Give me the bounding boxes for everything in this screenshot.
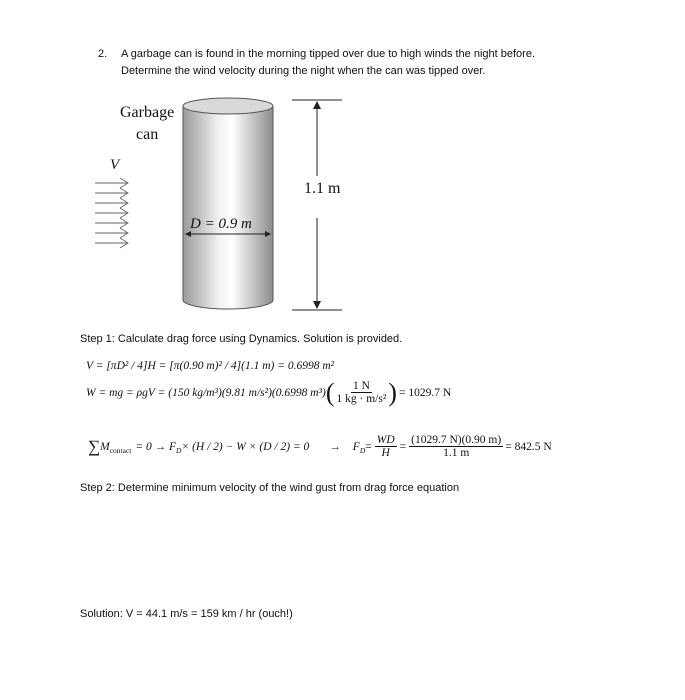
weight-result: = 1029.7 N: [398, 386, 452, 399]
moment-subscript: contact: [109, 446, 132, 455]
label-height: 1.1 m: [304, 180, 341, 197]
wind-arrow: [95, 228, 128, 238]
wind-arrow: [95, 198, 128, 208]
problem-text-line1: A garbage can is found in the morning tipped over due to high winds the night before.: [121, 48, 536, 60]
solution-text: Solution: V = 44.1 m/s = 159 km / hr (ouch!): [80, 608, 293, 620]
drag-force-fraction-numeric: [409, 434, 503, 459]
unit-conversion-fraction: [335, 380, 389, 405]
garbage-can-figure: [80, 90, 380, 320]
label-velocity: V: [110, 157, 120, 173]
step1-heading: Step 1: Calculate drag force using Dynamics. Solution is provided.: [80, 333, 403, 345]
moment-equation: [88, 434, 552, 459]
wind-arrow: [95, 188, 128, 198]
problem-number: 2.: [98, 48, 108, 60]
drag-force-equals: =: [365, 440, 372, 453]
drag-force-fraction-symbolic: [375, 434, 397, 459]
equals-sign: =: [399, 440, 407, 453]
moment-mid-subscript: D: [176, 446, 182, 455]
fraction-denominator: 1 kg · m/s²: [336, 393, 387, 405]
wind-arrow: [95, 178, 128, 188]
drag-force-result: = 842.5 N: [505, 440, 552, 453]
fraction-numerator: WD: [376, 434, 395, 446]
drag-force-subscript: D: [359, 446, 366, 455]
wind-arrow: [95, 218, 128, 228]
label-can: can: [136, 126, 159, 143]
weight-equation-lhs: W = mg = ρgV = (150 kg/m³)(9.81 m/s²)(0.6998 m³): [86, 386, 326, 399]
garbage-can-diagram: [80, 90, 380, 320]
moment-symbol: M: [100, 440, 110, 453]
moment-mid2: × (H / 2) − W × (D / 2) = 0: [181, 440, 310, 453]
wind-arrows: [95, 178, 128, 248]
wind-arrow: [95, 208, 128, 218]
moment-mid: = 0 → F: [135, 440, 177, 453]
fraction-numerator: (1029.7 N)(0.90 m): [411, 434, 502, 446]
fraction-numerator: 1 N: [352, 380, 370, 392]
label-diameter: D = 0.9 m: [190, 216, 252, 232]
label-garbage: Garbage: [120, 104, 175, 121]
height-dimension: [292, 100, 342, 310]
fraction-denominator: 1.1 m: [443, 447, 470, 459]
can-cylinder: [183, 98, 273, 309]
volume-equation: V = [πD² / 4]H = [π(0.90 m)² / 4](1.1 m) = 0.6998 m²: [86, 360, 335, 372]
problem-text-line2: Determine the wind velocity during the night when the can was tipped over.: [121, 65, 486, 77]
drag-force-symbol: F: [352, 440, 360, 453]
implies-arrow: →: [329, 440, 341, 453]
fraction-denominator: H: [381, 447, 390, 459]
weight-equation: W = mg = ρgV = (150 kg/m³)(9.81 m/s²)(0.6998 m³) ( $\frac{1 N}{\text{1 kg · m/s²}}$ ) = 1029.7 N: [86, 377, 452, 407]
sigma-icon: ∑: [88, 436, 101, 456]
wind-arrow: [95, 238, 128, 248]
step2-heading: Step 2: Determine minimum velocity of the wind gust from drag force equation: [80, 482, 460, 494]
